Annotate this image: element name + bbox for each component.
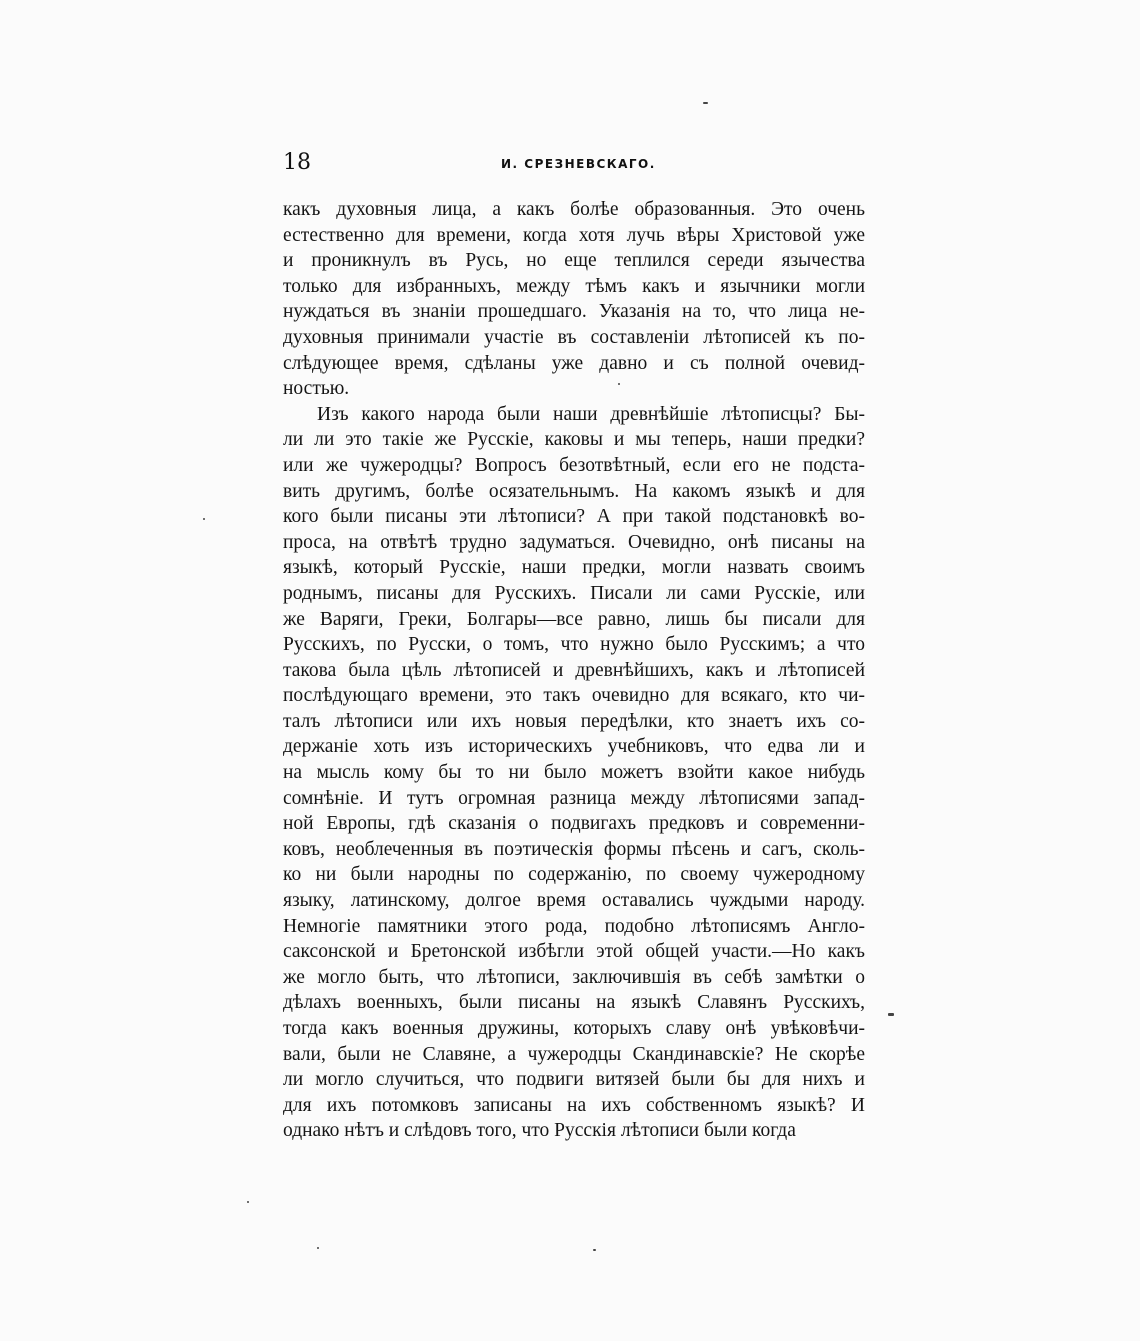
text-line: духовныя принимали участіе въ составленіи лѣтописей къ по- xyxy=(283,326,865,348)
text-line: ко ни были народны по содержанію, по своему чужеродному xyxy=(283,864,865,886)
text-line: слѣдующее время, сдѣланы уже давно и съ полной очевид- xyxy=(283,352,865,374)
text-line: тогда какъ военныя дружины, которыхъ славу онѣ увѣковѣчи- xyxy=(283,1018,865,1039)
paragraph xyxy=(283,197,865,402)
body-text xyxy=(283,197,865,1144)
text-line: вить другимъ, болѣе осязательнымъ. На какомъ языкѣ и для xyxy=(283,480,865,502)
text-line: ной Европы, гдѣ сказанія о подвигахъ предковъ и современни- xyxy=(283,813,865,835)
text-line: роднымъ, писаны для Русскихъ. Писали ли сами Русскіе, или xyxy=(283,582,865,604)
text-line: какъ духовныя лица, а какъ болѣе образованныя. Это очень xyxy=(283,199,865,220)
text-line: для ихъ потомковъ записаны на ихъ собственномъ языкѣ? И xyxy=(283,1094,865,1116)
text-line: же Варяги, Греки, Болгары—все равно, лишь бы писали для xyxy=(283,608,865,630)
scan-speck xyxy=(593,1249,596,1251)
text-line: естественно для времени, когда хотя лучь вѣры Христовой уже xyxy=(283,224,865,246)
text-line: ковъ, необлеченныя въ поэтическія формы пѣсень и сагъ, сколь- xyxy=(283,838,865,860)
scan-speck xyxy=(203,518,205,520)
scan-speck xyxy=(247,1201,249,1203)
text-line: на мысль кому бы то ни было можетъ взойти какое нибудь xyxy=(283,762,865,784)
text-line: однако нѣтъ и слѣдовъ того, что Русскія лѣтописи были когда xyxy=(283,1120,796,1142)
text-line: талъ лѣтописи или ихъ новыя передѣлки, кто знаетъ ихъ со- xyxy=(283,710,865,732)
scan-speck xyxy=(618,383,620,385)
text-line: или же чужеродцы? Вопросъ безотвѣтный, если его не подста- xyxy=(283,454,865,476)
text-line: же могло быть, что лѣтописи, заключившія въ себѣ замѣтки о xyxy=(283,966,865,988)
text-line: такова была цѣль лѣтописей и древнѣйшихъ, какъ и лѣтописей xyxy=(283,659,865,681)
text-line: Изъ какого народа были наши древнѣйшіе лѣтописцы? Бы- xyxy=(317,403,865,425)
text-line: сомнѣніе. И тутъ огромная разница между лѣтописями запад- xyxy=(283,787,865,809)
scan-speck xyxy=(888,1013,894,1016)
text-line: Немногіе памятники этого рода, подобно лѣтописямъ Англо- xyxy=(283,915,865,937)
scan-speck xyxy=(317,1247,319,1249)
text-line: саксонской и Бретонской избѣгли этой общей участи.—Но какъ xyxy=(283,941,865,963)
text-line: языку, латинскому, долгое время оставались чуждыми народу. xyxy=(283,890,865,912)
page-number: 18 xyxy=(283,150,311,175)
running-head: И. СРЕЗНЕВСКАГО. xyxy=(501,157,656,171)
text-line: ли ли это такіе же Русскіе, каковы и мы теперь, наши предки? xyxy=(283,429,865,451)
text-line: кого были писаны эти лѣтописи? А при такой подстановкѣ во- xyxy=(283,506,865,528)
text-line: только для избранныхъ, между тѣмъ какъ и язычники могли xyxy=(283,275,865,297)
text-line: ли могло случиться, что подвиги витязей были бы для нихъ и xyxy=(283,1069,865,1091)
text-line: ностью. xyxy=(283,378,350,400)
scan-speck xyxy=(703,102,708,104)
text-line: держаніе хоть изъ историческихъ учебниковъ, что едва ли и xyxy=(283,736,865,758)
text-line: вали, были не Славяне, а чужеродцы Скандинавскіе? Не скорѣе xyxy=(283,1043,865,1065)
text-line: языкѣ, который Русскіе, наши предки, могли назвать своимъ xyxy=(283,557,865,579)
paragraph xyxy=(283,402,865,1144)
text-line: проса, на отвѣтѣ трудно задуматься. Очевидно, онѣ писаны на xyxy=(283,531,865,553)
text-line: дѣлахъ военныхъ, были писаны на языкѣ Славянъ Русскихъ, xyxy=(283,992,865,1014)
text-line: Русскихъ, по Русски, о томъ, что нужно было Русскимъ; а что xyxy=(283,634,865,656)
text-line: и проникнулъ въ Русь, но еще теплился середи язычества xyxy=(283,250,865,272)
text-line: нуждаться въ знаніи прошедшаго. Указанія на то, что лица не- xyxy=(283,301,865,323)
page-header xyxy=(283,150,865,182)
text-line: послѣдующаго времени, это такъ очевидно для всякаго, кто чи- xyxy=(283,685,865,707)
